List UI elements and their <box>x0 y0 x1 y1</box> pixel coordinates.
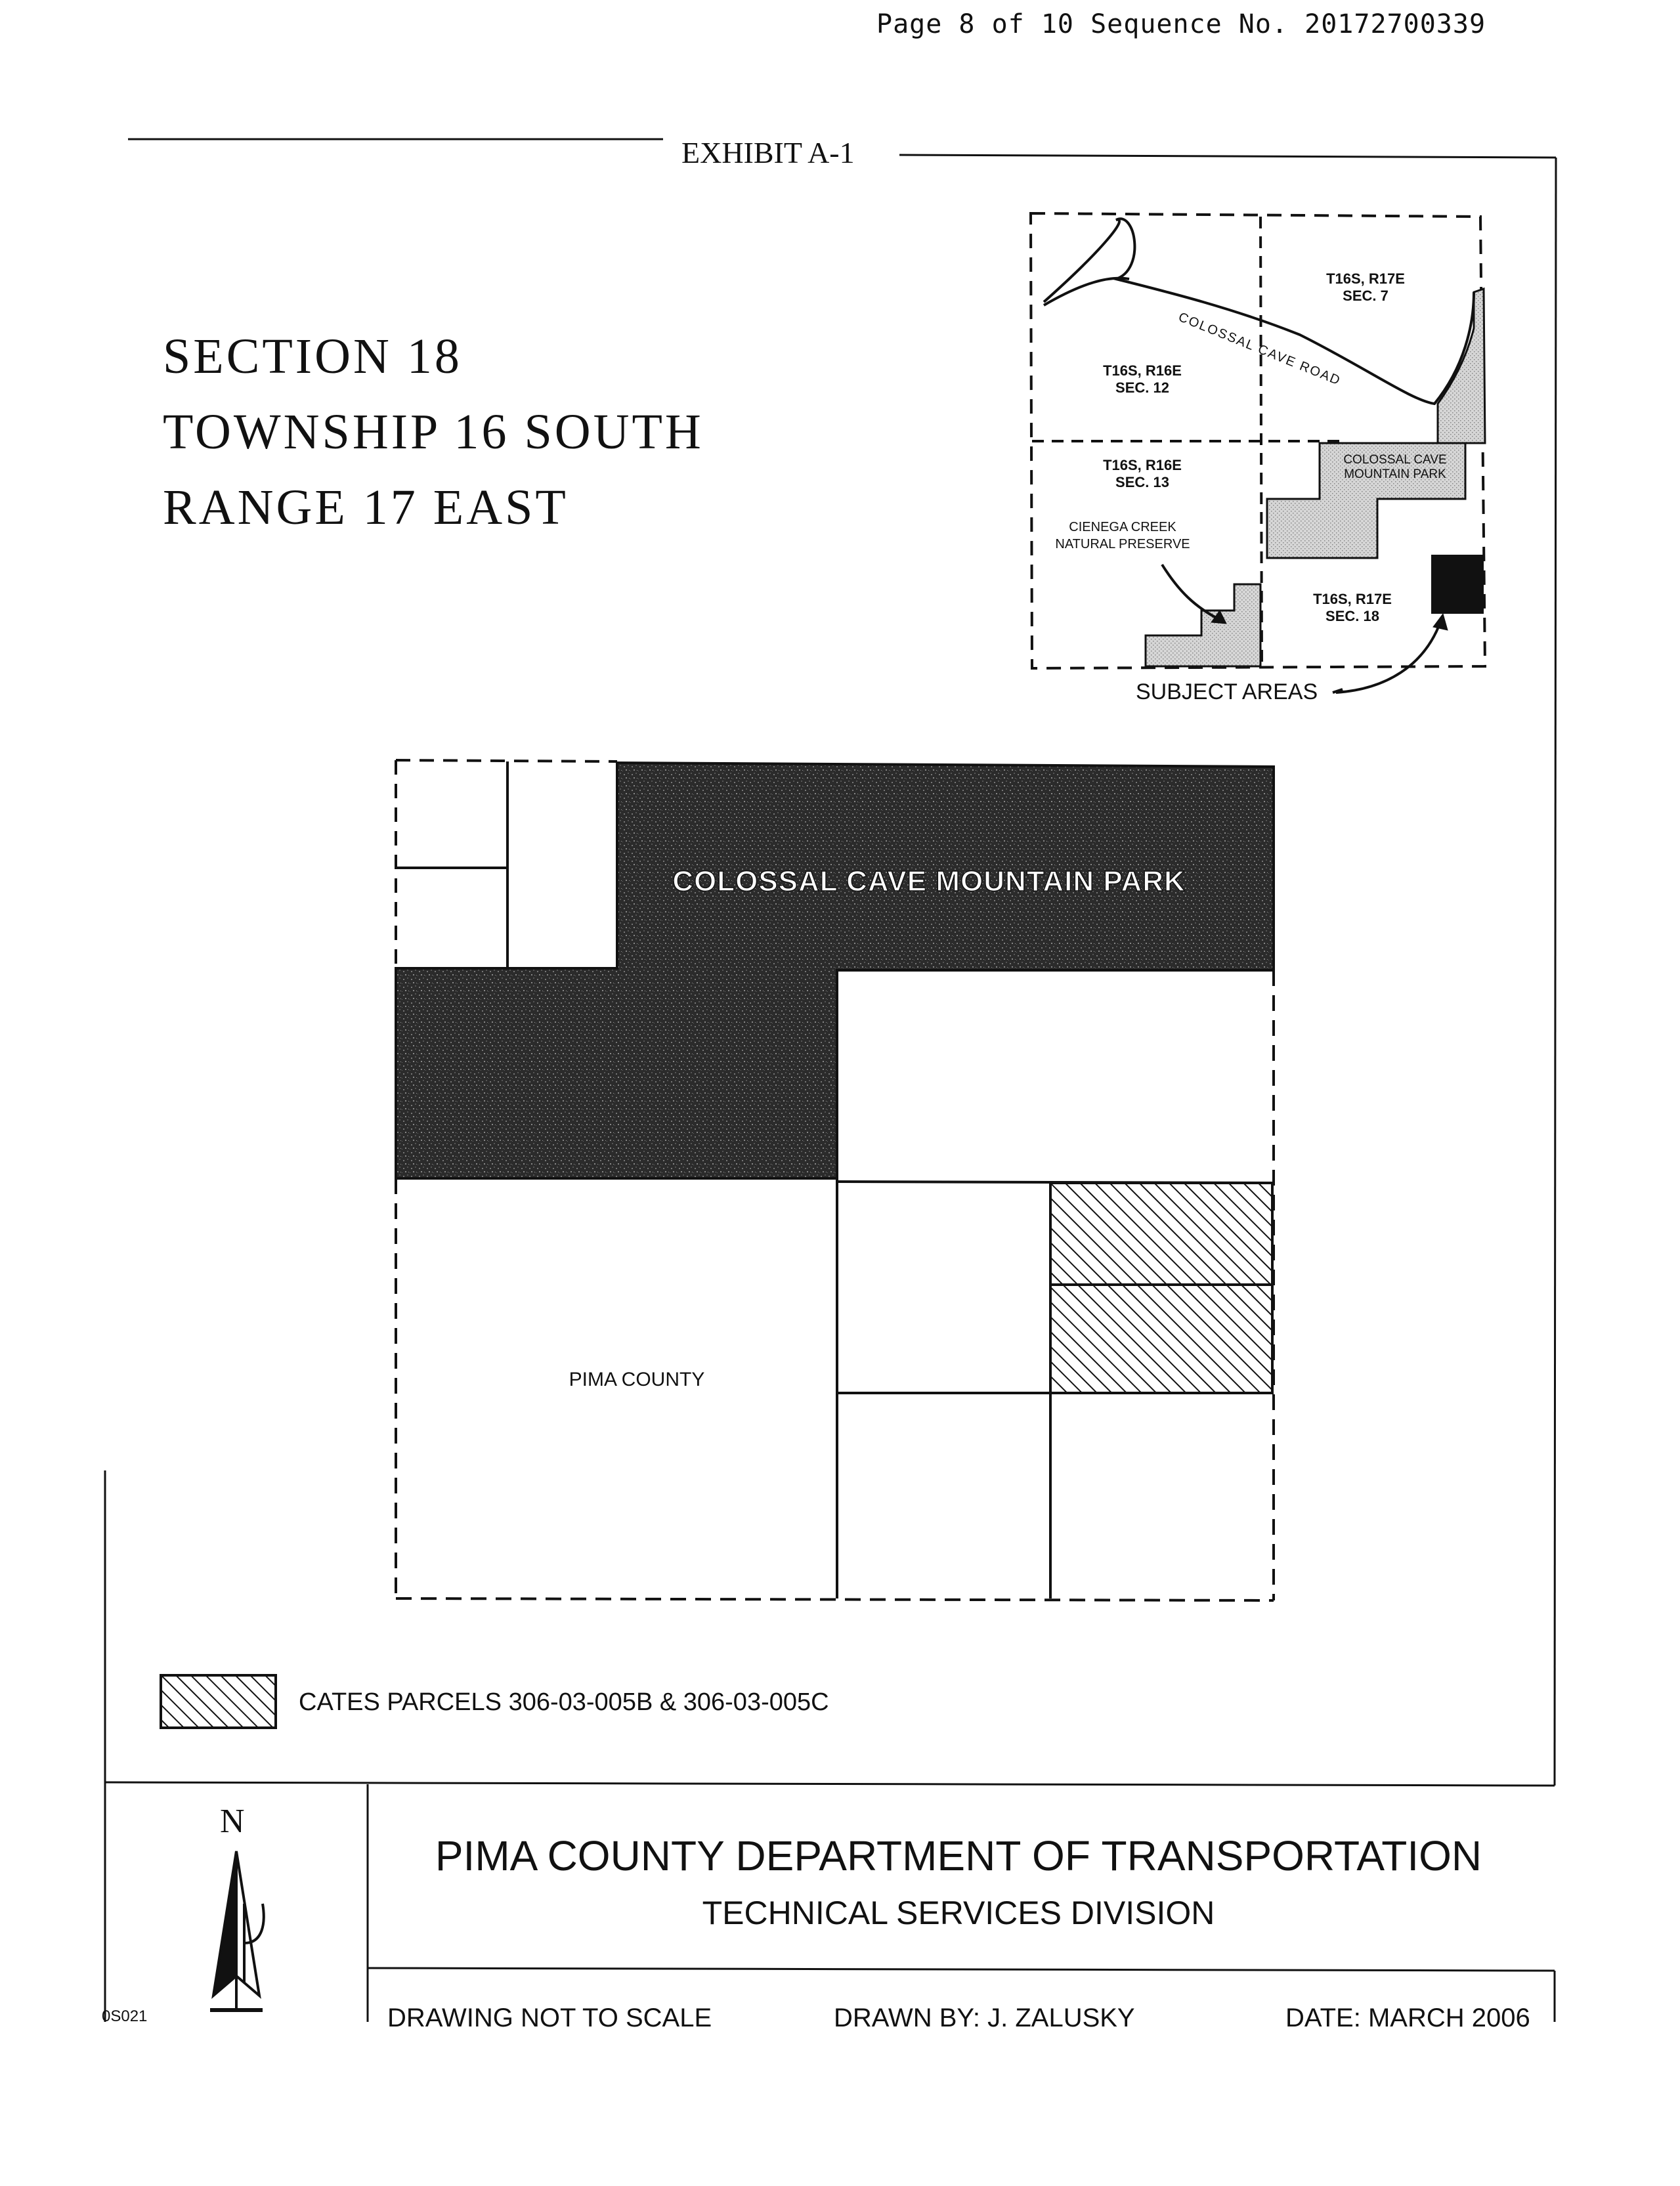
inset-cell-sec13: T16S, R16E SEC. 13 <box>1103 457 1182 490</box>
drawing-date: DATE: MARCH 2006 <box>1285 2004 1530 2032</box>
range-label: RANGE 17 EAST <box>163 480 569 535</box>
park-label: COLOSSAL CAVE MOUNTAIN PARK <box>672 865 1186 897</box>
inset-cell-sec18: T16S, R17E SEC. 18 <box>1313 591 1392 624</box>
cates-parcel-north <box>1050 1183 1272 1285</box>
inset-cell-sec7: T16S, R17E SEC. 7 <box>1326 270 1405 304</box>
section-label: SECTION 18 <box>163 329 462 384</box>
division-title: TECHNICAL SERVICES DIVISION <box>702 1895 1215 1931</box>
drawing-code: 0S021 <box>102 2007 148 2025</box>
scale-note: DRAWING NOT TO SCALE <box>387 2004 712 2032</box>
inset-preserve-region <box>1146 584 1260 666</box>
inset-east-strip <box>1438 289 1485 443</box>
inset-park-label: COLOSSAL CAVE MOUNTAIN PARK <box>1343 453 1447 481</box>
park-region <box>396 763 1274 1178</box>
legend-label: CATES PARCELS 306-03-005B & 306-03-005C <box>299 1688 829 1716</box>
inset-preserve-label: CIENEGA CREEK NATURAL PRESERVE <box>1055 520 1190 551</box>
north-arrow-icon <box>210 1851 264 2010</box>
exhibit-title: EXHIBIT A-1 <box>670 135 867 170</box>
township-label: TOWNSHIP 16 SOUTH <box>163 404 704 460</box>
county-label: PIMA COUNTY <box>569 1369 705 1390</box>
page-sequence-header: Page 8 of 10 Sequence No. 20172700339 <box>876 9 1486 39</box>
department-title: PIMA COUNTY DEPARTMENT OF TRANSPORTATION <box>435 1832 1482 1879</box>
cates-parcel-south <box>1050 1285 1272 1393</box>
drawn-by: DRAWN BY: J. ZALUSKY <box>834 2004 1135 2032</box>
north-label: N <box>220 1803 245 1840</box>
subject-arrow <box>1336 620 1441 693</box>
inset-subject-area <box>1431 555 1484 614</box>
inset-cell-sec12: T16S, R16E SEC. 12 <box>1103 362 1182 396</box>
legend-swatch <box>161 1675 276 1728</box>
inset-road-label: COLOSSAL CAVE ROAD <box>1176 310 1343 389</box>
subject-areas-label: SUBJECT AREAS <box>1136 679 1318 704</box>
